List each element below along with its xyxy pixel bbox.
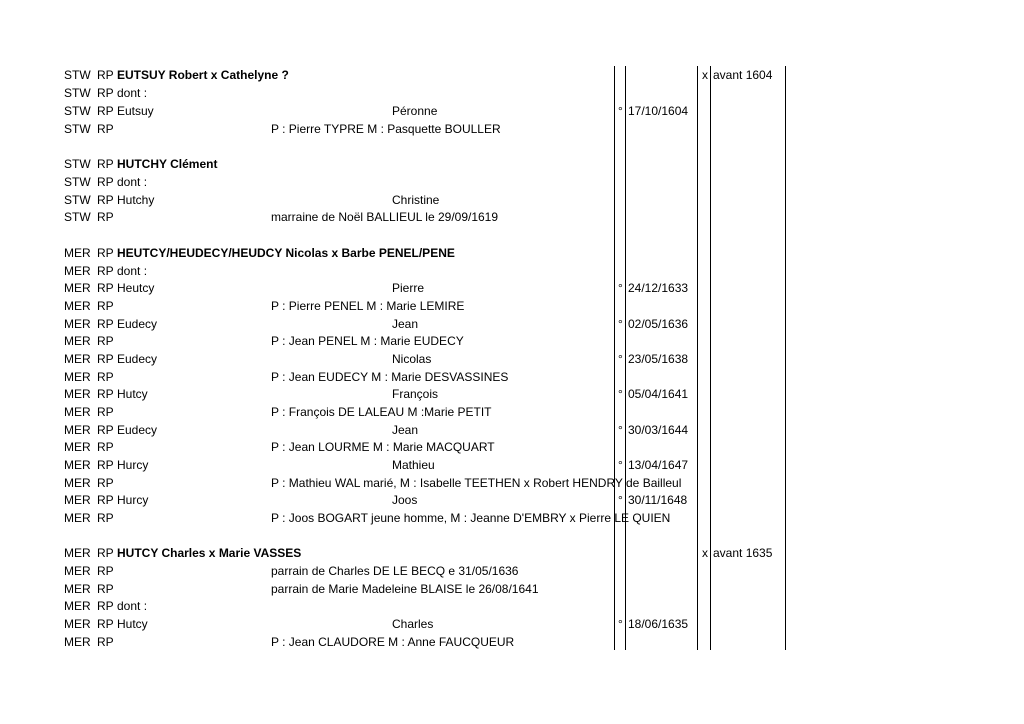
register-code: RP <box>97 617 114 631</box>
surname-cell: dont : <box>117 599 148 613</box>
surname-cell: Hutcy <box>117 617 148 631</box>
table-row <box>0 244 1024 262</box>
baptism-symbol: ° <box>618 458 623 472</box>
table-row <box>0 456 1024 474</box>
register-code: RP <box>97 334 114 348</box>
surname-cell: Hutcy <box>117 387 148 401</box>
surname-cell: dont : <box>117 264 148 278</box>
event-date: 05/04/1641 <box>628 387 689 401</box>
event-date: 30/11/1648 <box>628 493 688 507</box>
register-code: RP <box>97 599 114 613</box>
register-code: RP <box>97 564 114 578</box>
place-code: MER <box>64 635 91 649</box>
register-code: RP <box>97 493 114 507</box>
table-row <box>0 102 1024 120</box>
place-code: STW <box>64 157 91 171</box>
detail-text: P : Pierre PENEL M : Marie LEMIRE <box>271 299 465 313</box>
place-code: STW <box>64 210 91 224</box>
register-code: RP <box>97 511 114 525</box>
register-code: RP <box>97 317 114 331</box>
event-date: 02/05/1636 <box>628 317 689 331</box>
register-code: RP <box>97 281 114 295</box>
surname-cell: dont : <box>117 175 148 189</box>
table-row <box>0 615 1024 633</box>
register-code: RP <box>97 370 114 384</box>
table-row <box>0 438 1024 456</box>
given-name: Jean <box>392 317 419 331</box>
marriage-symbol: x <box>702 68 708 82</box>
table-row <box>0 66 1024 84</box>
baptism-symbol: ° <box>618 281 623 295</box>
place-code: STW <box>64 122 91 136</box>
register-code: RP <box>97 175 114 189</box>
marriage-note: avant 1604 <box>713 68 773 82</box>
register-code: RP <box>97 387 114 401</box>
place-code: MER <box>64 440 91 454</box>
surname-cell: EUTSUY Robert x Cathelyne ? <box>117 68 289 82</box>
register-code: RP <box>97 104 114 118</box>
table-row <box>0 315 1024 333</box>
place-code: MER <box>64 617 91 631</box>
table-row <box>0 403 1024 421</box>
place-code: STW <box>64 175 91 189</box>
surname-cell: Hutchy <box>117 193 155 207</box>
place-code: MER <box>64 317 91 331</box>
detail-text: P : Mathieu WAL marié, M : Isabelle TEETHEN x Robert HENDRY de Bailleul <box>271 476 682 490</box>
marriage-symbol: x <box>702 546 708 560</box>
surname-cell: Hurcy <box>117 458 149 472</box>
table-row <box>0 562 1024 580</box>
register-code: RP <box>97 193 114 207</box>
detail-text: P : François DE LALEAU M :Marie PETIT <box>271 405 492 419</box>
register-code: RP <box>97 68 114 82</box>
place-code: MER <box>64 405 91 419</box>
register-code: RP <box>97 264 114 278</box>
place-code: MER <box>64 264 91 278</box>
place-code: MER <box>64 476 91 490</box>
surname-cell: Heutcy <box>117 281 155 295</box>
place-code: MER <box>64 511 91 525</box>
given-name: Joos <box>392 493 418 507</box>
place-code: MER <box>64 564 91 578</box>
table-row <box>0 155 1024 173</box>
surname-cell: HUTCHY Clément <box>117 157 218 171</box>
place-code: MER <box>64 387 91 401</box>
place-code: MER <box>64 582 91 596</box>
register-code: RP <box>97 122 114 136</box>
place-code: STW <box>64 68 91 82</box>
given-name: Charles <box>392 617 434 631</box>
table-row <box>0 368 1024 386</box>
table-row <box>0 84 1024 102</box>
table-row <box>0 491 1024 509</box>
place-code: MER <box>64 370 91 384</box>
register-code: RP <box>97 582 114 596</box>
given-name: François <box>392 387 439 401</box>
surname-cell: HEUTCY/HEUDECY/HEUDCY Nicolas x Barbe PENEL/PENE <box>117 246 455 260</box>
register-code: RP <box>97 299 114 313</box>
event-date: 23/05/1638 <box>628 352 689 366</box>
baptism-symbol: ° <box>618 387 623 401</box>
detail-text: P : Pierre TYPRE M : Pasquette BOULLER <box>271 122 501 136</box>
place-code: MER <box>64 299 91 313</box>
surname-cell: Eutsuy <box>117 104 154 118</box>
register-code: RP <box>97 423 114 437</box>
given-name: Christine <box>392 193 440 207</box>
register-code: RP <box>97 157 114 171</box>
table-row <box>0 279 1024 297</box>
given-name: Mathieu <box>392 458 435 472</box>
baptism-symbol: ° <box>618 617 623 631</box>
surname-cell: HUTCY Charles x Marie VASSES <box>117 546 302 560</box>
detail-text: P : Jean PENEL M : Marie EUDECY <box>271 334 464 348</box>
baptism-symbol: ° <box>618 493 623 507</box>
given-name: Nicolas <box>392 352 432 366</box>
register-code: RP <box>97 458 114 472</box>
event-date: 30/03/1644 <box>628 423 689 437</box>
register-code: RP <box>97 635 114 649</box>
baptism-symbol: ° <box>618 352 623 366</box>
marriage-note: avant 1635 <box>713 546 773 560</box>
surname-cell: Eudecy <box>117 352 158 366</box>
register-code: RP <box>97 352 114 366</box>
baptism-symbol: ° <box>618 317 623 331</box>
table-row <box>0 120 1024 138</box>
place-code: MER <box>64 599 91 613</box>
surname-cell: dont : <box>117 86 148 100</box>
place-code: MER <box>64 423 91 437</box>
place-code: STW <box>64 104 91 118</box>
surname-cell: Eudecy <box>117 317 158 331</box>
event-date: 17/10/1604 <box>628 104 689 118</box>
register-code: RP <box>97 546 114 560</box>
register-code: RP <box>97 440 114 454</box>
baptism-symbol: ° <box>618 104 623 118</box>
detail-text: P : Jean CLAUDORE M : Anne FAUCQUEUR <box>271 635 515 649</box>
table-row <box>0 509 1024 527</box>
register-code: RP <box>97 86 114 100</box>
event-date: 13/04/1647 <box>628 458 689 472</box>
table-row <box>0 474 1024 492</box>
register-code: RP <box>97 476 114 490</box>
detail-text: parrain de Charles DE LE BECQ e 31/05/1636 <box>271 564 519 578</box>
surname-cell: Eudecy <box>117 423 158 437</box>
detail-text: P : Jean EUDECY M : Marie DESVASSINES <box>271 370 509 384</box>
table-row <box>0 544 1024 562</box>
given-name: Jean <box>392 423 419 437</box>
register-code: RP <box>97 405 114 419</box>
surname-cell: Hurcy <box>117 493 149 507</box>
place-code: MER <box>64 458 91 472</box>
register-code: RP <box>97 246 114 260</box>
place-code: STW <box>64 86 91 100</box>
given-name: Pierre <box>392 281 425 295</box>
table-row <box>0 262 1024 280</box>
table-row <box>0 580 1024 598</box>
table-row <box>0 191 1024 209</box>
place-code: MER <box>64 493 91 507</box>
place-code: MER <box>64 281 91 295</box>
event-date: 18/06/1635 <box>628 617 689 631</box>
given-name: Péronne <box>392 104 438 118</box>
detail-text: P : Jean LOURME M : Marie MACQUART <box>271 440 495 454</box>
detail-text: P : Joos BOGART jeune homme, M : Jeanne D'EMBRY x Pierre LE QUIEN <box>271 511 671 525</box>
table-row <box>0 421 1024 439</box>
table-row <box>0 173 1024 191</box>
place-code: MER <box>64 246 91 260</box>
detail-text: marraine de Noël BALLIEUL le 29/09/1619 <box>271 210 499 224</box>
detail-text: parrain de Marie Madeleine BLAISE le 26/08/1641 <box>271 582 539 596</box>
table-row <box>0 385 1024 403</box>
table-row <box>0 633 1024 651</box>
table-row <box>0 350 1024 368</box>
table-row <box>0 597 1024 615</box>
place-code: STW <box>64 193 91 207</box>
register-code: RP <box>97 210 114 224</box>
table-row <box>0 297 1024 315</box>
baptism-symbol: ° <box>618 423 623 437</box>
place-code: MER <box>64 334 91 348</box>
table-row <box>0 332 1024 350</box>
table-row <box>0 208 1024 226</box>
place-code: MER <box>64 352 91 366</box>
place-code: MER <box>64 546 91 560</box>
event-date: 24/12/1633 <box>628 281 689 295</box>
